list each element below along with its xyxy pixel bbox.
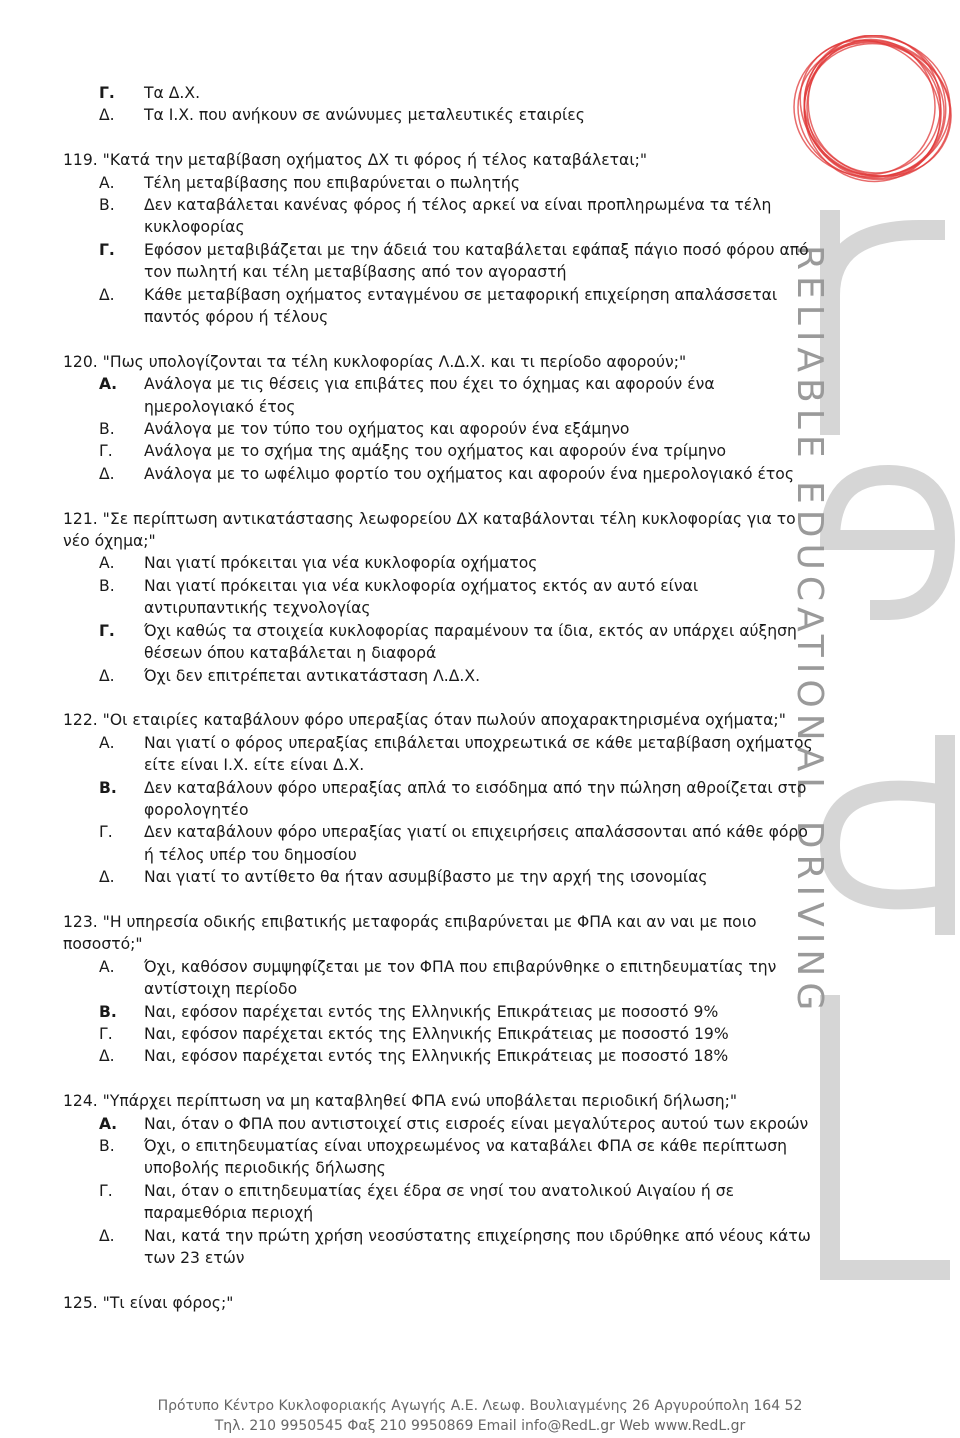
answer-option <box>99 1135 813 1180</box>
option-text: Τέλη μεταβίβασης που επιβαρύνεται ο πωλητής <box>144 173 521 192</box>
option-text: Ναι γιατί το αντίθετο θα ήταν ασυμβίβαστο με την αρχή της ισονομίας <box>144 868 708 887</box>
option-text: Ναι γιατί πρόκειται για νέα κυκλοφορία οχήματος <box>144 554 538 573</box>
option-letter: Α. <box>99 173 115 192</box>
option-text: Ναι γιατί ο φόρος υπεραξίας επιβάλεται υποχρεωτικά σε κάθε μεταβίβαση οχήματος είτε είναι Ι.Χ. είτε είναι Δ.Χ. <box>144 733 813 775</box>
answer-option <box>99 463 813 485</box>
answer-option <box>99 665 813 687</box>
answer-option <box>99 172 813 194</box>
option-letter: Β. <box>99 1137 115 1155</box>
option-letter: Δ. <box>99 285 115 304</box>
option-text: Ανάλογα με το ωφέλιμο φορτίο του οχήματος και αφορούν ένα ημερολογιακό έτος <box>144 464 794 483</box>
option-text: Ναι, κατά την πρώτη χρήση νεοσύστατης επιχείρησης που ιδρύθηκε από νέους κάτω των 23 ετών <box>144 1226 811 1268</box>
footer-contact: Τηλ. 210 9950545 Φαξ 210 9950869 Email info@RedL.gr Web www.RedL.gr <box>214 1418 746 1434</box>
question-text: 124. "Υπάρχει περίπτωση να μη καταβληθεί ΦΠΑ ενώ υποβάλεται περιοδική δήλωση;" <box>63 1092 738 1111</box>
option-text: Ανάλογα με τον τύπο του οχήματος και αφορούν ένα εξάμηνο <box>144 420 630 439</box>
answer-option <box>99 1023 813 1045</box>
answer-option <box>99 956 813 1001</box>
option-letter: Α. <box>99 733 115 752</box>
option-letter: Β. <box>99 420 115 439</box>
question-block <box>63 508 813 687</box>
answer-option <box>99 1225 813 1270</box>
option-letter: Β. <box>99 196 115 215</box>
option-text: Ναι, εφόσον παρέχεται εκτός της Ελληνικής Επικράτειας με ποσοστό 19% <box>144 1024 729 1043</box>
question-block <box>63 709 813 888</box>
option-letter: Δ. <box>99 464 115 483</box>
redl-letterforms <box>830 210 950 1270</box>
answer-option <box>99 732 813 777</box>
answer-option <box>99 239 813 284</box>
answer-option <box>99 82 813 104</box>
circle-stroke <box>790 35 958 191</box>
watermark-tagline: RELIABLE EDUCATIONAL DRIVING <box>789 245 830 1017</box>
circle-stroke <box>794 37 950 177</box>
option-letter: Α. <box>99 1114 117 1133</box>
question-block <box>63 1292 813 1314</box>
option-letter: Γ. <box>99 621 115 640</box>
question-block <box>63 149 813 328</box>
question-sheet <box>63 82 813 1314</box>
answer-option <box>99 866 813 888</box>
option-text: Ανάλογα με το σχήμα της αμάξης του οχήματος και αφορούν ένα τρίμηνο <box>144 442 727 461</box>
option-text: Όχι, ο επιτηδευματίας είναι υποχρεωμένος να καταβάλει ΦΠΑ σε κάθε περίπτωση υποβολής περιοδικής δήλωσης <box>144 1137 788 1178</box>
option-letter: Γ. <box>99 1181 113 1200</box>
option-letter: Δ. <box>99 868 115 887</box>
answer-option <box>99 194 813 239</box>
answer-option <box>99 777 813 822</box>
question-text: 121. "Σε περίπτωση αντικατάστασης λεωφορείου ΔΧ καταβάλονται τέλη κυκλοφορίας για το νέο όχημα;" <box>63 509 796 551</box>
option-text: Δεν καταβάλουν φόρο υπεραξίας απλά το εισόδημα από την πώληση αθροίζεται στο φορολογητέο <box>144 778 807 819</box>
option-text: Τα Ι.Χ. που ανήκουν σε ανώνυμες μεταλευτικές εταιρίες <box>144 106 585 125</box>
option-text: Δεν καταβάλεται κανένας φόρος ή τέλος αρκεί να είναι προπληρωμένα τα τέλη κυκλοφορίας <box>144 196 772 237</box>
question-list <box>63 149 813 1314</box>
option-text: Δεν καταβάλουν φόρο υπεραξίας γιατί οι επιχειρήσεις απαλάσσονται από κάθε φόρο ή τέλος υπέρ του δημοσίου <box>144 823 808 864</box>
option-text: Ναι γιατί πρόκειται για νέα κυκλοφορία οχήματος εκτός αν αυτό είναι αντιρυπαντικής τεχνολογίας <box>144 576 699 618</box>
answer-option <box>99 1180 813 1225</box>
answer-option <box>99 418 813 440</box>
answer-option <box>99 1001 813 1023</box>
option-text: Τα Δ.Χ. <box>144 84 201 102</box>
answer-option <box>99 821 813 866</box>
option-text: Ναι, εφόσον παρέχεται εντός της Ελληνικής Επικράτειας με ποσοστό 9% <box>144 1002 719 1021</box>
option-text: Κάθε μεταβίβαση οχήματος ενταγμένου σε μεταφορική επιχείρηση απαλάσσεται παντός φόρου ή τέλους <box>144 285 778 327</box>
option-text: Ναι, όταν ο ΦΠΑ που αντιστοιχεί στις εισροές είναι μεγαλύτερος αυτού των εκροών <box>144 1114 809 1133</box>
option-letter: Α. <box>99 375 117 394</box>
answer-option <box>99 1113 813 1135</box>
answer-option <box>99 440 813 462</box>
question-block <box>63 911 813 1068</box>
answer-option <box>99 104 813 126</box>
option-letter: Β. <box>99 1002 117 1021</box>
option-text: Όχι, καθόσον συμψηφίζεται με τον ΦΠΑ που επιβαρύνθηκε ο επιτηδευματίας την αντίστοιχη περίοδο <box>144 957 777 999</box>
option-letter: Γ. <box>99 442 113 461</box>
option-letter: Δ. <box>99 1226 115 1245</box>
answer-option <box>99 575 813 620</box>
option-letter: Δ. <box>99 666 115 685</box>
option-letter: Γ. <box>99 84 115 102</box>
option-text: Όχι δεν επιτρέπεται αντικατάσταση Λ.Δ.Χ. <box>144 666 481 685</box>
question-block <box>63 351 813 485</box>
option-letter: Δ. <box>99 1047 115 1066</box>
circle-stroke <box>806 38 936 175</box>
answer-option <box>99 620 813 665</box>
option-text: Εφόσον μεταβιβάζεται με την άδειά του καταβάλεται εφάπαξ πάγιο ποσό φόρου από τον πωλητή και τέλη μεταβίβασης από τον αγοραστή <box>144 240 809 282</box>
carryover-options <box>63 82 813 127</box>
option-letter: Β. <box>99 778 117 797</box>
answer-option <box>99 373 813 418</box>
question-text: 122. "Οι εταιρίες καταβάλουν φόρο υπεραξίας όταν πωλούν αποχαρακτηρισμένα οχήματα;" <box>63 711 786 730</box>
option-text: Ναι, εφόσον παρέχεται εντός της Ελληνικής Επικράτειας με ποσοστό 18% <box>144 1047 729 1066</box>
option-letter: Γ. <box>99 823 113 842</box>
option-letter: Γ. <box>99 240 115 259</box>
answer-option <box>99 552 813 574</box>
answer-option <box>99 284 813 329</box>
option-text: Όχι καθώς τα στοιχεία κυκλοφορίας παραμένουν τα ίδια, εκτός αν υπάρχει αύξηση θέσεων όπου καταβάλεται η διαφορά <box>144 621 797 663</box>
page-footer <box>0 1396 960 1436</box>
footer-address: Πρότυπο Κέντρο Κυκλοφοριακής Αγωγής Α.Ε. Λεωφ. Βουλιαγμένης 26 Αργυρούπολη 164 52 <box>157 1398 803 1414</box>
question-block <box>63 1090 813 1269</box>
option-letter: Β. <box>99 576 115 595</box>
question-text: 119. "Κατά την μεταβίβαση οχήματος ΔΧ τι φόρος ή τέλος καταβάλεται;" <box>63 151 648 170</box>
option-letter: Α. <box>99 554 115 573</box>
option-letter: Δ. <box>99 106 115 125</box>
question-text: 125. "Τι είναι φόρος;" <box>63 1293 234 1312</box>
option-text: Ναι, όταν ο επιτηδευματίας έχει έδρα σε νησί του ανατολικού Αιγαίου ή σε παραμεθόρια περιοχή <box>144 1181 735 1223</box>
answer-option <box>99 1045 813 1067</box>
option-text: Ανάλογα με τις θέσεις για επιβάτες που έχει το όχημας και αφορούν ένα ημερολογιακό έτος <box>144 375 715 416</box>
option-letter: Γ. <box>99 1024 113 1043</box>
question-text: 123. "Η υπηρεσία οδικής επιβατικής μεταφοράς επιβαρύνεται με ΦΠΑ και αν ναι με ποιο ποσοστό;" <box>63 912 757 954</box>
question-text: 120. "Πως υπολογίζονται τα τέλη κυκλοφορίας Λ.Δ.Χ. και τι περίοδο αφορούν;" <box>63 352 687 371</box>
option-letter: Α. <box>99 957 115 976</box>
circle-stroke <box>795 35 953 185</box>
